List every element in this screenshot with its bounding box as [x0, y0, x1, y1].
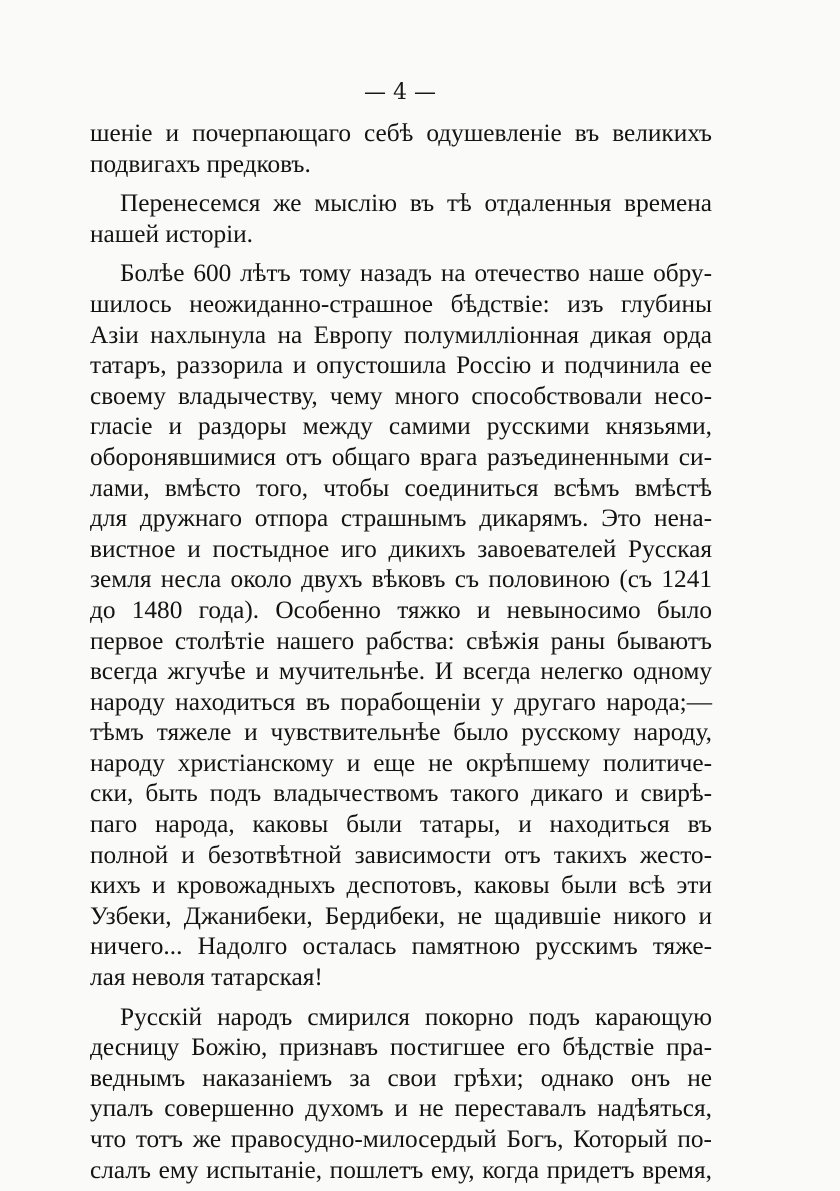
text-line: татаръ, раззорила и опустошила Россію и подчинила ее	[90, 351, 712, 380]
text-line: народу находиться въ порабощеніи у другаго народа;—	[90, 687, 712, 716]
text-line: народу христіанскому и еще не окрѣпшему политиче-	[90, 748, 712, 777]
text-line: шилось неожиданно-страшное бѣдствіе: изъ глубины	[90, 289, 712, 318]
text-line: тѣмъ тяжеле и чувствительнѣе было русскому народу,	[90, 718, 712, 747]
text-line: паго народа, каковы были татары, и находиться въ	[90, 810, 712, 839]
text-line: полной и безотвѣтной зависимости отъ такихъ жесто-	[90, 840, 712, 869]
page-body	[90, 118, 712, 1185]
text-line: что тотъ же правосудно-милосердый Богъ, Который по-	[90, 1125, 712, 1153]
text-line: упалъ совершенно духомъ и не переставалъ надѣяться,	[90, 1094, 712, 1123]
page-number: — 4 —	[364, 80, 436, 105]
text-line: Азіи нахлынула на Европу полумилліонная дикая орда	[90, 320, 712, 349]
text-line: для дружнаго отпора страшнымъ дикарямъ. Это нена-	[90, 504, 712, 533]
text-line: ски, быть подъ владычествомъ такого дикаго и свирѣ-	[90, 779, 712, 808]
text-line: лами, вмѣсто того, чтобы соединиться всѣмъ вмѣстѣ	[90, 473, 712, 502]
text-line: своему владычеству, чему много способствовали несо-	[90, 381, 712, 410]
text-line: первое столѣтіе нашего рабства: свѣжія раны бываютъ	[90, 626, 712, 655]
paragraph	[90, 188, 712, 249]
paragraph	[90, 1002, 712, 1186]
text-line: вистное и постыдное иго дикихъ завоевателей Русская	[90, 534, 712, 563]
text-line: шеніе и почерпающаго себѣ одушевленіе въ великихъ	[90, 119, 712, 147]
text-line: лая неволя татарская!	[90, 963, 323, 992]
text-line: слалъ ему испытаніе, пошлетъ ему, когда придетъ время,	[90, 1155, 712, 1184]
text-line: ничего... Надолго осталась памятною русскимъ тяже-	[90, 932, 712, 961]
text-line: нашей исторіи.	[90, 219, 254, 248]
paragraph	[90, 258, 712, 992]
text-line: кихъ и кровожадныхъ деспотовъ, каковы были всѣ эти	[90, 871, 712, 900]
paragraph	[90, 118, 712, 179]
text-line: оборонявшимися отъ общаго врага разъединенными си-	[90, 442, 712, 471]
text-line: гласіе и раздоры между самими русскими князьями,	[90, 412, 712, 441]
text-line: подвигахъ предковъ.	[90, 149, 311, 178]
text-line: до 1480 года). Особенно тяжко и невыносимо было	[90, 595, 712, 624]
text-line: Русскій народъ смирился покорно подъ карающую	[120, 1002, 712, 1031]
text-line: Болѣе 600 лѣтъ тому назадъ на отечество наше обру-	[120, 259, 712, 288]
text-line: десницу Божію, признавъ постигшее его бѣдствіе пра-	[90, 1033, 712, 1062]
text-line: всегда жгучѣе и мучительнѣе. И всегда нелегко одному	[90, 657, 712, 686]
text-line: веднымъ наказаніемъ за свои грѣхи; однако онъ не	[90, 1063, 712, 1092]
text-line: Перенесемся же мыслію въ тѣ отдаленныя времена	[120, 189, 712, 218]
text-line: Узбеки, Джанибеки, Бердибеки, не щадившіе никого и	[90, 901, 712, 930]
text-line: земля несла около двухъ вѣковъ съ половиною (съ 1241	[90, 565, 712, 594]
